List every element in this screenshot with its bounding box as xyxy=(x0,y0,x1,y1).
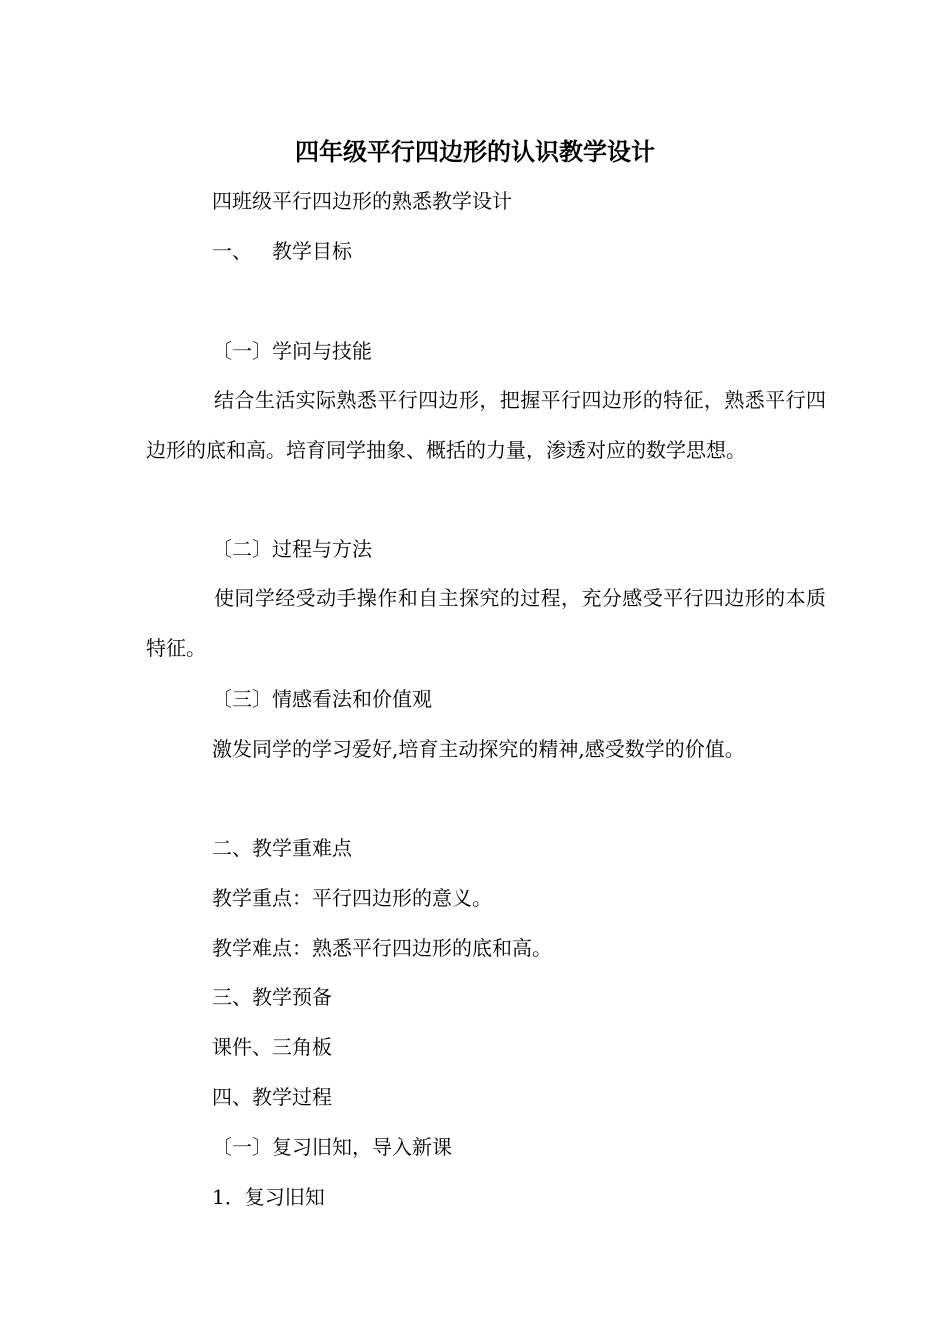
section-2-heading: 二、教学重难点 xyxy=(212,836,352,860)
subsection-1-2-paragraph: 使同学经受动手操作和自主探究的过程，充分感受平行四边形的本质特征。 xyxy=(146,586,826,660)
difficult-point: 教学难点：熟悉平行四边形的底和高。 xyxy=(212,936,552,960)
subsection-1-3-heading: 〔三〕情感看法和价值观 xyxy=(212,687,432,711)
document-subtitle: 四班级平行四边形的熟悉教学设计 xyxy=(212,189,512,213)
section-1-number: 一、 xyxy=(212,239,252,263)
section-1-heading xyxy=(212,236,352,266)
section-4-heading: 四、教学过程 xyxy=(212,1085,332,1109)
section-1-title: 教学目标 xyxy=(272,239,352,263)
subsection-1-3-paragraph: 激发同学的学习爱好,培育主动探究的精神,感受数学的价值。 xyxy=(212,737,745,761)
subsection-1-2-heading: 〔二〕过程与方法 xyxy=(212,537,372,561)
document-title: 四年级平行四边形的认识教学设计 xyxy=(295,137,655,166)
section-4-subheading: 〔一〕复习旧知，导入新课 xyxy=(212,1135,452,1159)
section-4-item-1: 1．复习旧知 xyxy=(212,1185,325,1209)
key-point: 教学重点：平行四边形的意义。 xyxy=(212,886,492,910)
section-3-heading: 三、教学预备 xyxy=(212,985,332,1009)
materials: 课件、三角板 xyxy=(212,1035,332,1059)
subsection-1-1-paragraph: 结合生活实际熟悉平行四边形，把握平行四边形的特征，熟悉平行四边形的底和高。培育同学抽象、概括的力量，渗透对应的数学思想。 xyxy=(146,388,826,462)
subsection-1-1-heading: 〔一〕学问与技能 xyxy=(212,339,372,363)
